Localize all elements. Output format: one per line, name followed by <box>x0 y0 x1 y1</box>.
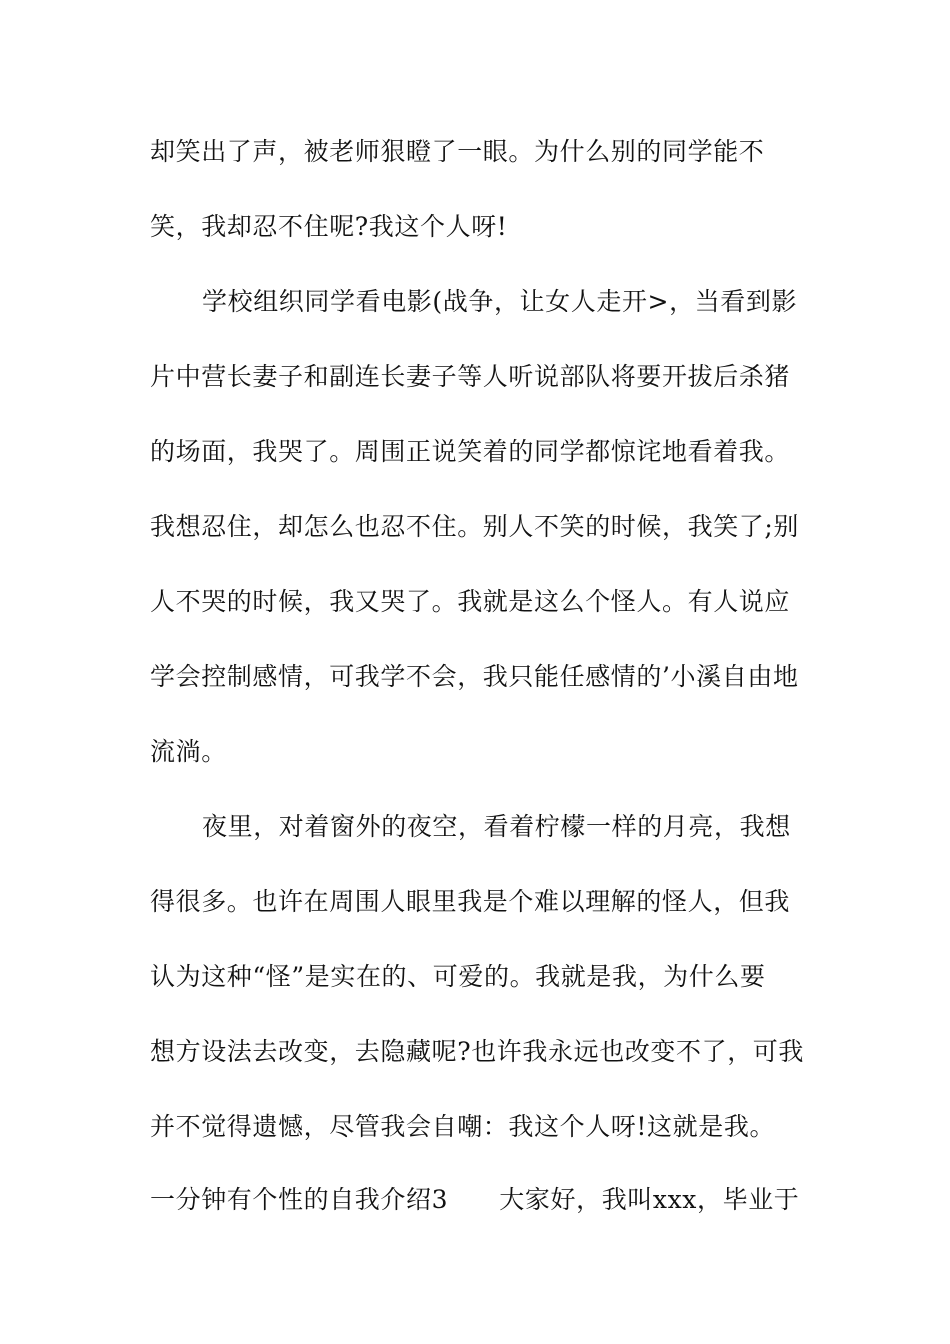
text-line-6: 我想忍住，却怎么也忍不住。别人不笑的时候，我笑了;别 <box>150 512 800 541</box>
text-line-10: 夜里，对着窗外的夜空，看着柠檬一样的月亮，我想 <box>202 812 791 841</box>
text-line-11: 得很多。也许在周围人眼里我是个难以理解的怪人，但我 <box>150 887 791 916</box>
text-line-5: 的场面，我哭了。周围正说笑着的同学都惊诧地看着我。 <box>150 437 791 466</box>
text-line-14: 并不觉得遗憾，尽管我会自嘲：我这个人呀!这就是我。 <box>150 1112 776 1141</box>
text-line-3: 学校组织同学看电影(战争，让女人走开>，当看到影 <box>202 287 798 316</box>
text-line-9: 流淌。 <box>150 737 227 766</box>
text-line-8: 学会控制感情，可我学不会，我只能任感情的’小溪自由地 <box>150 662 799 691</box>
text-line-15: 一分钟有个性的自我介绍3 大家好，我叫xxx，毕业于 <box>150 1185 800 1214</box>
text-line-1: 却笑出了声，被老师狠瞪了一眼。为什么别的同学能不 <box>150 137 765 166</box>
text-line-13: 想方设法去改变，去隐藏呢?也许我永远也改变不了，可我 <box>150 1037 805 1066</box>
text-line-12: 认为这种“怪”是实在的、可爱的。我就是我，为什么要 <box>150 962 766 991</box>
text-line-4: 片中营长妻子和副连长妻子等人听说部队将要开拔后杀猪 <box>150 362 791 391</box>
text-line-7: 人不哭的时候，我又哭了。我就是这么个怪人。有人说应 <box>150 587 791 616</box>
text-line-2: 笑，我却忍不住呢?我这个人呀! <box>150 212 508 241</box>
